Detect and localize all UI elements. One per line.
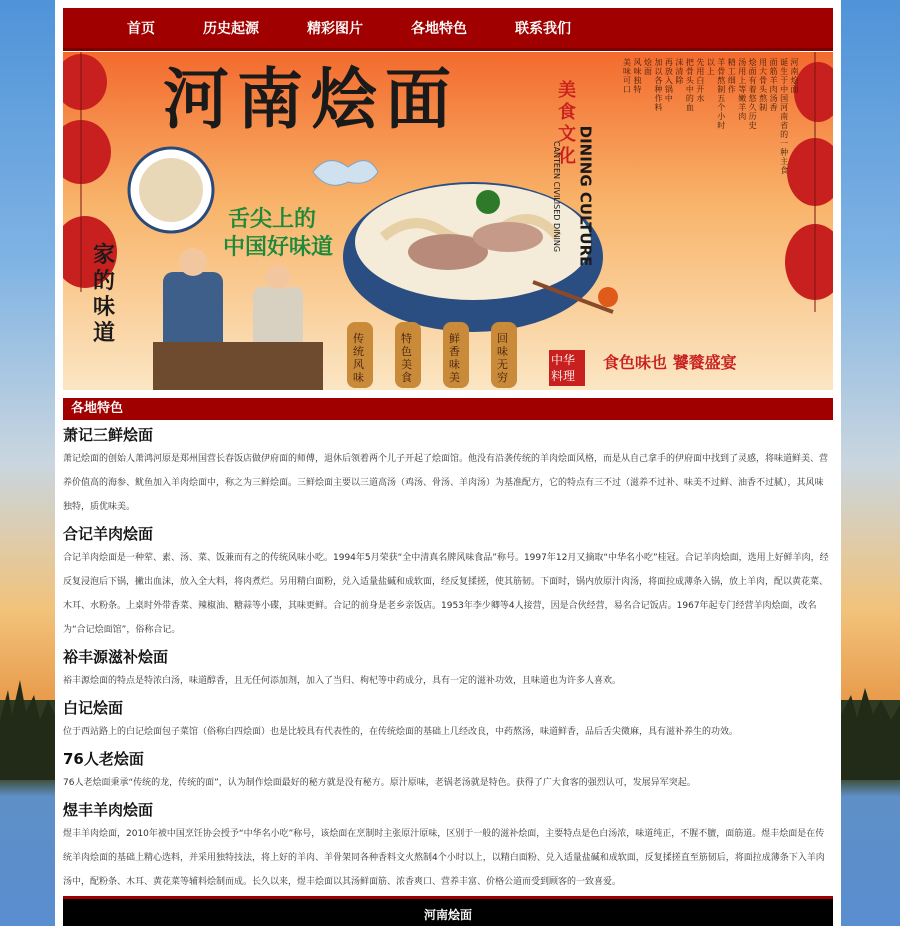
nav-contact[interactable]: 联系我们 — [515, 21, 571, 37]
top-navigation — [63, 8, 833, 51]
banner-column: 沫清除 — [675, 58, 684, 85]
banner-seal-text: 中华料理 — [551, 353, 576, 383]
banner-column: 面筋羊肉汤香 — [769, 58, 778, 112]
banner-column: 先用白开水 — [696, 58, 705, 103]
banner-column: 加以各种作料 — [654, 58, 663, 112]
banner-tag-4: 回味无穷 — [497, 332, 508, 384]
background-scenery-right — [841, 0, 900, 926]
article-item — [63, 647, 831, 693]
nav-gallery[interactable]: 精彩图片 — [307, 21, 363, 37]
banner-column: 烩面有着悠久历史 — [748, 58, 757, 130]
banner-title: 河南烩面 — [163, 61, 459, 138]
banner-side-badge: 美食文化 — [558, 80, 576, 167]
banner-column: 汤用上等嫩羊肉 — [738, 58, 747, 121]
nav-regional[interactable]: 各地特色 — [411, 21, 467, 37]
article-body: 76人老烩面秉承“传统的龙，传统的面”，认为制作烩面最好的秘方就是没有秘方。原汁原味，老锅老汤就是特色。获得了广大食客的强烈认可，发展异军突起。 — [63, 778, 696, 788]
banner-left-badge: 家的味道 — [93, 242, 116, 346]
banner-column: 以上 — [706, 58, 715, 76]
banner-tag-3: 鲜香味美 — [449, 332, 460, 384]
page-container — [55, 0, 841, 926]
article-item — [63, 800, 831, 894]
article-body: 位于西站路上的白记烩面包子菜馆（俗称白四烩面）也是比较具有代表性的，在传统烩面的基础上几经改良，中药熬汤，味道鲜香，品后舌尖微麻，具有滋补养生的功效。 — [63, 727, 739, 737]
article-title: 白记烩面 — [63, 699, 124, 717]
article-title: 裕丰源滋补烩面 — [63, 648, 169, 666]
article-title: 煜丰羊肉烩面 — [63, 801, 154, 819]
article-body: 合记羊肉烩面是一种荤、素、汤、菜、饭兼而有之的传统风味小吃。1994年5月荣获“全中清真名牌风味食品”称号。1997年12月又摘取“中华名小吃”桂冠。合记羊肉烩面，选用上好鲜羊肉，经反复浸泡后下锅，撇出血沫，放入全大料，将肉煮烂。另用精白面粉，兑入适量盐碱和成软面，经反复揉搓，使其筋韧。下面时，锅内放原汁肉汤，将面拉成薄条入锅，放上羊肉，配以黄花菜、木耳、水粉条。上桌时外带香菜、辣椒油、糖蒜等小碟，其味更鲜。合记的前身是老乡亲饭店。1953年李少卿等4人接营，因是合伙经营，易名合记饭店。1967年起专门经营羊肉烩面，改名为“合记烩面馆”，俗称合记。 — [63, 553, 829, 635]
article-item — [63, 425, 831, 519]
article-title: 76人老烩面 — [63, 750, 144, 768]
footer-bar: 河南烩面 — [63, 896, 833, 926]
banner-column: 烩面 — [643, 58, 652, 76]
banner-column: 羊骨熬制五个小时 — [717, 58, 726, 130]
article-title: 萧记三鲜烩面 — [63, 426, 154, 444]
banner-column: 风味独特 — [633, 58, 642, 94]
banner-column: 把骨头中的血 — [685, 58, 694, 112]
article-body: 萧记烩面的创始人萧鸿河原是郑州国营长春饭店做伊府面的师傅，退休后领着两个儿子开起了烩面馆。他没有沿袭传统的羊肉烩面风格，而是从自己拿手的伊府面中找到了灵感，将味道鲜美、营养价值高的海参、鱿鱼加入羊肉烩面中，称之为三鲜烩面。三鲜烩面主要以三道高汤（鸡汤、骨汤、羊肉汤）为基准配方，它的特点有三不过（滋养不过补、味美不过鲜、油香不过腻），其风味独特，质优味美。 — [63, 454, 829, 512]
banner-column: 河南烩面 — [790, 58, 799, 94]
banner-column-text — [623, 58, 799, 328]
banner-column: 美味可口 — [623, 58, 632, 94]
hero-banner — [63, 52, 833, 390]
banner-english-1: CANTEEN CIVILISED DINING — [552, 140, 562, 253]
banner-column: 用大骨头熬制 — [759, 58, 768, 112]
banner-tag-1: 传统风味 — [353, 332, 364, 384]
article-item — [63, 698, 831, 744]
article-item — [63, 524, 831, 642]
article-item — [63, 749, 831, 795]
banner-column: 诞生于中国河南省的一种主食 — [780, 58, 789, 175]
article-title: 合记羊肉烩面 — [63, 525, 154, 543]
chef-illustration — [163, 272, 223, 352]
article-body: 裕丰源烩面的特点是特浓白汤，味道醇香，且无任何添加剂，加入了当归、枸杞等中药成分，具有一定的滋补功效，且味道也为许多人喜欢。 — [63, 676, 622, 686]
banner-bottom-text: 食色味也 饕餮盛宴 — [603, 353, 737, 372]
banner-tag-2: 特色美食 — [401, 332, 412, 384]
nav-history[interactable]: 历史起源 — [203, 21, 259, 37]
nav-home[interactable]: 首页 — [127, 21, 155, 37]
banner-slogan-line2: 中国好味道 — [223, 235, 334, 260]
banner-slogan-line1: 舌尖上的 — [228, 207, 317, 232]
banner-column: 精工细作 — [727, 58, 736, 94]
banner-english-2: DINING CULTURE — [576, 125, 595, 267]
section-header: 各地特色 — [63, 398, 833, 420]
article-body: 煜丰羊肉烩面，2010年被中国烹饪协会授予“中华名小吃”称号，该烩面在烹制时主张原汁原味，区别于一般的滋补烩面，主要特点是色白汤浓，味道纯正，不腥不膻，面筋道。煜丰烩面是在传统羊肉烩面的基础上精心选料，并采用独特技法，将上好的羊肉、羊骨架同各种香料文火熬制4个小时以上，以精白面粉、兑入适量盐碱和成软面，反复揉搓直至筋韧后，将面拉成薄条下入羊肉汤中，配粉条、木耳、黄花菜等辅料烩制而成。长久以来，煜丰烩面以其汤鲜面筋、浓香爽口、营养丰富、价格公道而受到顾客的一致喜爱。 — [63, 829, 825, 887]
articles-list — [63, 425, 831, 899]
banner-column: 再放入锅中 — [664, 58, 673, 103]
background-scenery-left — [0, 0, 55, 926]
